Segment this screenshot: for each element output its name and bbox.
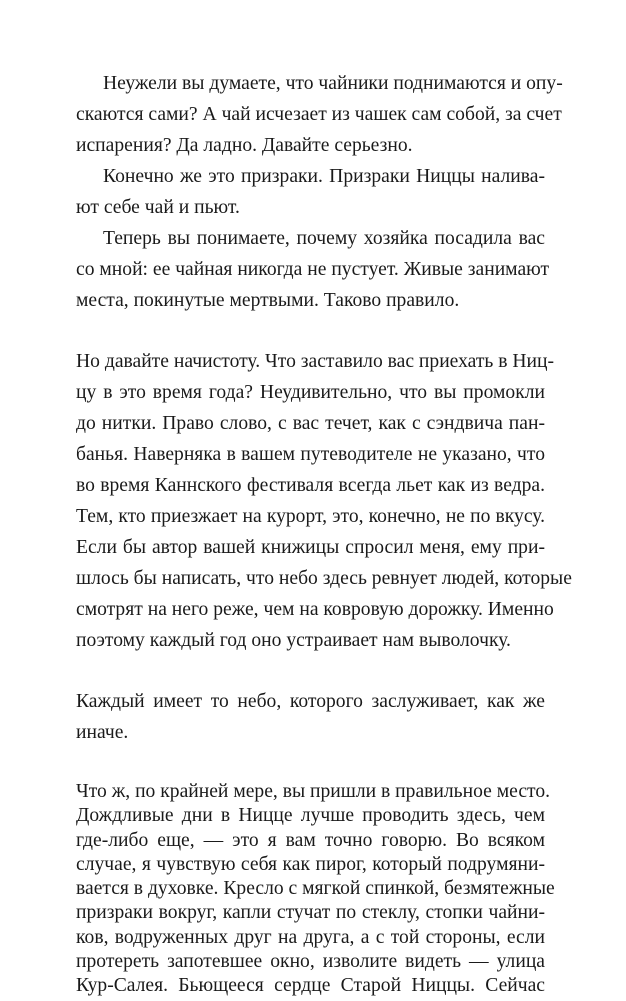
text-line: призраки вокруг, капли стучат по стеклу, стопки чайни- — [76, 902, 545, 924]
text-line: Что ж, по крайней мере, вы пришли в правильное место. — [76, 781, 551, 802]
text-line: Неужели вы думаете, что чайники поднимаются и опу- — [103, 73, 563, 94]
text-line: Если бы автор вашей книжицы спросил меня, ему при- — [76, 537, 545, 558]
text-line: поэтому каждый год оно устраивает нам выволочку. — [76, 630, 511, 651]
text-line: испарения? Да ладно. Давайте серьезно. — [76, 135, 413, 156]
text-line: ков, водруженных друг на друга, а с той стороны, если — [76, 926, 545, 948]
text-line: Кур-Салея. Бьющееся сердце Старой Ниццы. Сейчас — [76, 975, 545, 996]
text-line: Каждый имеет то небо, которого заслуживает, как же — [76, 691, 545, 712]
text-line: цу в это время года? Неудивительно, что вы промокли — [76, 382, 545, 403]
text-line: Но давайте начистоту. Что заставило вас приехать в Ниц- — [76, 351, 555, 372]
text-line: шлось бы написать, что небо здесь ревнует людей, которые — [76, 568, 572, 589]
text-line: Конечно же это призраки. Призраки Ниццы налива- — [103, 166, 545, 187]
text-line: случае, я чувствую себя как пирог, который подрумяни- — [76, 853, 545, 875]
text-line: иначе. — [76, 722, 129, 743]
text-line: Теперь вы понимаете, почему хозяйка посадила вас — [103, 228, 545, 249]
text-line: где-либо еще, — это я вам точно говорю. Во всяком — [76, 829, 545, 851]
text-line: банья. Наверняка в вашем путеводителе не указано, что — [76, 444, 545, 465]
text-line: Дождливые дни в Ницце лучше проводить здесь, чем — [76, 805, 545, 827]
text-line: до нитки. Право слово, с вас течет, как с сэндвича пан- — [76, 413, 545, 434]
text-line: Тем, кто приезжает на курорт, это, конечно, не по вкусу. — [76, 506, 545, 527]
text-line: протереть запотевшее окно, изволите видеть — улица — [76, 950, 545, 972]
text-line: со мной: ее чайная никогда не пустует. Живые занимают — [76, 259, 550, 280]
text-line: ют себе чай и пьют. — [76, 197, 240, 218]
text-line: смотрят на него реже, чем на ковровую дорожку. Именно — [76, 599, 554, 620]
text-line: вается в духовке. Кресло с мягкой спинкой, безмятежные — [76, 878, 555, 899]
text-line: во время Каннского фестиваля всегда льет как из ведра. — [76, 475, 545, 496]
text-line: скаются сами? А чай исчезает из чашек сам собой, за счет — [76, 104, 562, 125]
text-line: места, покинутые мертвыми. Таково правило. — [76, 290, 460, 311]
